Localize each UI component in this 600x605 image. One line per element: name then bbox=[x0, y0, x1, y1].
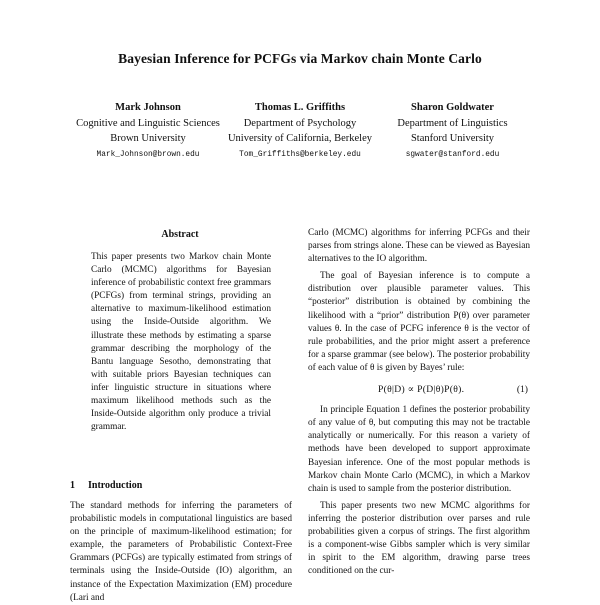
body-paragraph: In principle Equation 1 defines the posterior probability of any value of θ, but computing this may not be tractable analytically or numerically. For this reason a variety of methods have been developed to support approximate Bayesian inference. One of the most popular methods is Markov chain Monte Carlo (MCMC), in which a Markov chain is used to sample from the posterior distribution. bbox=[308, 405, 530, 494]
author-name: Thomas L. Griffiths bbox=[254, 102, 346, 113]
body-paragraph: The goal of Bayesian inference is to compute a distribution over plausible parameter values. This “posterior” distribution is obtained by combining the likelihood with a “prior” distribution P(θ) over parameter values θ. In the case of PCFG inference θ is the vector of rule probabilities, and the prior might assert a preference for a sparse grammar (see below). The posterior probability of each value of θ is given by Bayes’ rule: bbox=[308, 271, 530, 373]
right-column-text bbox=[308, 227, 530, 578]
author-email: Mark_Johnson@brown.edu bbox=[96, 150, 200, 159]
author-department: Cognitive and Linguistic Sciences bbox=[76, 117, 220, 129]
author-name: Sharon Goldwater bbox=[411, 102, 494, 113]
equation-expression: P(θ|D) ∝ P(D|θ)P(θ). bbox=[378, 384, 465, 396]
equation-1 bbox=[308, 383, 530, 396]
author-department: Department of Linguistics bbox=[397, 117, 508, 129]
author-email: sgwater@stanford.edu bbox=[405, 150, 500, 159]
abstract-heading: Abstract bbox=[161, 229, 199, 240]
author-block bbox=[210, 100, 390, 162]
author-institution: Stanford University bbox=[410, 133, 495, 144]
section-number: 1 bbox=[70, 480, 75, 491]
author-institution: Brown University bbox=[110, 133, 186, 144]
body-paragraph: This paper presents two new MCMC algorithms for inferring the posterior distribution over parses and rule probabilities given a corpus of strings. The first algorithm is a component-wise Gibbs sampler which is very similar in spirit to the EM algorithm, drawing parse trees conditioned on the cur- bbox=[308, 500, 530, 577]
introduction-text bbox=[70, 500, 292, 605]
author-block bbox=[375, 100, 530, 162]
section-title: Introduction bbox=[88, 480, 143, 491]
section-heading-introduction bbox=[70, 480, 142, 491]
author-name: Mark Johnson bbox=[115, 102, 181, 113]
author-email: Tom_Griffiths@berkeley.edu bbox=[239, 150, 361, 159]
author-institution: University of California, Berkeley bbox=[227, 133, 373, 144]
abstract-text bbox=[91, 251, 271, 434]
paper-title: Bayesian Inference for PCFGs via Markov chain Monte Carlo bbox=[118, 51, 482, 66]
abstract-paragraph: This paper presents two Markov chain Monte Carlo (MCMC) algorithms for Bayesian inference of probabilistic context free grammars (PCFGs) from terminal strings, providing an alternative to maximum-likelihood estimation using the Inside-Outside algorithm. We illustrate these methods by estimating a sparse grammar describing the morphology of the Bantu language Sesotho, demonstrating that with suitable priors Bayesian techniques can infer linguistic structure in situations where maximum likelihood methods such as the Inside-Outside algorithm only produce a trivial grammar. bbox=[91, 252, 271, 433]
equation-number: (1) bbox=[516, 384, 528, 396]
body-paragraph: Carlo (MCMC) algorithms for inferring PCFGs and their parses from strings alone. These can be viewed as Bayesian alternatives to the IO algorithm. bbox=[308, 228, 530, 265]
body-paragraph: The standard methods for inferring the parameters of probabilistic models in computational linguistics are based on the principle of maximum-likelihood estimation; for example, the parameters of Probabilistic Context-Free Grammars (PCFGs) are typically estimated from strings of terminals using the Inside-Outside (IO) algorithm, an instance of the Expectation Maximization (EM) procedure (Lari and bbox=[70, 501, 292, 603]
author-department: Department of Psychology bbox=[243, 117, 357, 129]
